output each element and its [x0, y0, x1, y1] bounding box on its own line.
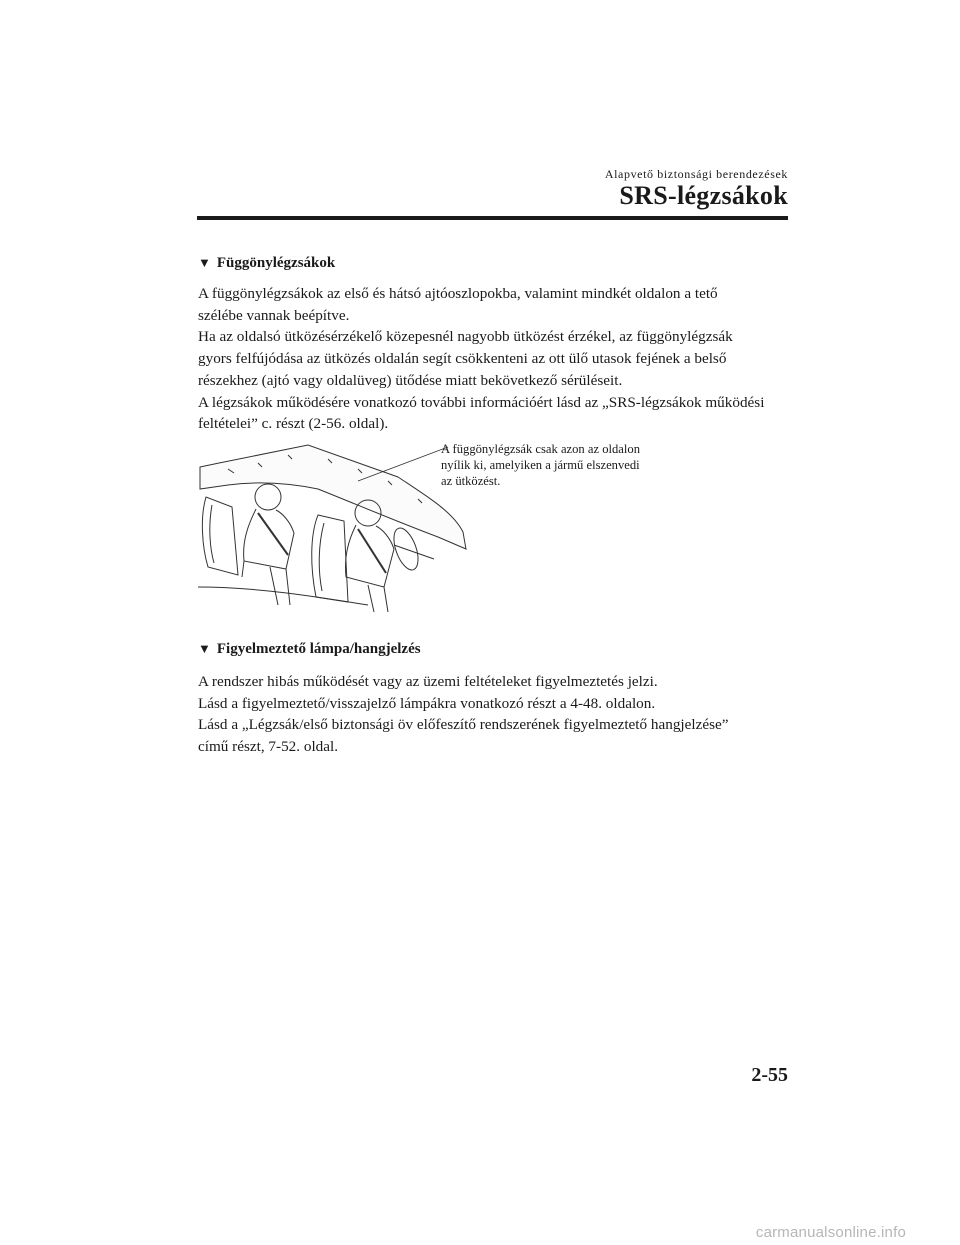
footer-watermark: carmanualsonline.info [755, 1224, 906, 1241]
paragraph-line: szélébe vannak beépítve. [198, 306, 350, 324]
triangle-marker-icon: ▼ [198, 255, 211, 270]
triangle-marker-icon: ▼ [198, 641, 211, 656]
paragraph-line: című részt, 7-52. oldal. [198, 738, 339, 756]
section-heading-warning-lamp [198, 641, 421, 658]
header-subtitle: Alapvető biztonsági berendezések [604, 167, 788, 181]
callout-line: az ütközést. [441, 474, 501, 488]
paragraph-line: részekhez (ajtó vagy oldalüveg) ütődése miatt bekövetkező sérüléseit. [198, 371, 623, 389]
curtain-airbag-paragraph [198, 283, 808, 435]
paragraph-line: Lásd a figyelmeztető/visszajelző lámpákra vonatkozó részt a 4-48. oldalon. [198, 694, 656, 712]
section-heading-text: Függönylégzsákok [216, 255, 336, 271]
callout-line: A függönylégzsák csak azon az oldalon [441, 442, 640, 456]
section-heading-text: Figyelmeztető lámpa/hangjelzés [216, 641, 421, 657]
callout-line: nyílik ki, amelyiken a jármű elszenvedi [441, 458, 640, 472]
page-title: SRS-légzsákok [619, 181, 788, 210]
header-rule [197, 216, 788, 220]
paragraph-line: feltételei” c. részt (2-56. oldal). [198, 415, 389, 433]
section-heading-curtain-airbags [198, 255, 335, 272]
paragraph-line: Ha az oldalsó ütközésérzékelő közepesnél nagyobb ütközést érzékel, az függönylégzsák [198, 328, 733, 346]
curtain-airbag-illustration [198, 437, 468, 617]
paragraph-line: A rendszer hibás működését vagy az üzemi feltételeket figyelmeztetés jelzi. [198, 673, 658, 690]
paragraph-line: gyors felfújódása az ütközés oldalán segít csökkenteni az ott ülő utasok fejének a belső [198, 350, 727, 368]
paragraph-line: A függönylégzsákok az első és hátsó ajtóoszlopokba, valamint mindkét oldalon a tető [198, 285, 718, 302]
warning-lamp-paragraph [198, 671, 808, 758]
paragraph-line: A légzsákok működésére vonatkozó további információért lásd az „SRS-légzsákok működési [198, 393, 765, 411]
page-number: 2-55 [751, 1064, 788, 1086]
paragraph-line: Lásd a „Légzsák/első biztonsági öv előfeszítő rendszerének figyelmeztető hangjelzése” [198, 716, 729, 734]
figure-callout [441, 441, 701, 489]
